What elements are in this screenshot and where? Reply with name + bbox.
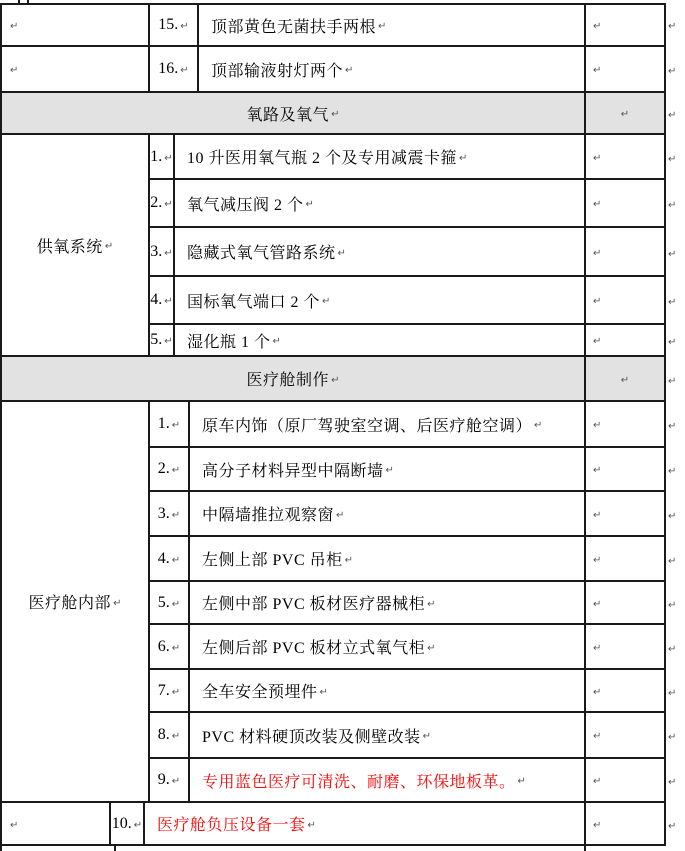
check-cell — [586, 93, 666, 135]
table-row — [150, 325, 685, 357]
check-cell — [586, 625, 666, 670]
pilcrow-mark: ↵ — [534, 420, 543, 431]
item-number: 4. — [150, 291, 163, 308]
pilcrow-mark: ↵ — [668, 643, 677, 655]
item-number: 3. — [157, 504, 170, 522]
row-end-mark — [666, 277, 685, 325]
check-cell — [586, 759, 666, 803]
category-cell — [0, 47, 150, 93]
item-number: 4. — [157, 549, 170, 567]
pilcrow-mark: ↵ — [593, 21, 602, 32]
pilcrow-mark: ↵ — [307, 819, 316, 831]
pilcrow-mark: ↵ — [171, 731, 181, 742]
check-cell — [586, 670, 666, 713]
item-number: 7. — [157, 681, 170, 699]
pilcrow-mark: ↵ — [593, 642, 602, 654]
pilcrow-mark: ↵ — [113, 597, 122, 609]
number-cell — [150, 402, 190, 448]
pilcrow-mark: ↵ — [272, 336, 281, 347]
number-cell — [111, 803, 145, 846]
pilcrow-mark: ↵ — [668, 248, 677, 260]
pilcrow-mark: ↵ — [331, 109, 340, 120]
category-label: 供氧系统 — [36, 238, 103, 256]
row-end-mark — [666, 803, 685, 846]
check-cell — [586, 277, 666, 325]
pilcrow-mark: ↵ — [593, 336, 602, 347]
row-end-mark — [666, 582, 685, 625]
item-description: 隐藏式氧气管路系统 — [187, 245, 336, 262]
table-row — [150, 582, 685, 625]
pilcrow-mark: ↵ — [668, 687, 677, 699]
pilcrow-mark: ↵ — [305, 199, 314, 210]
table-row — [150, 670, 685, 713]
number-cell — [150, 325, 175, 357]
item-description: 左侧中部 PVC 板材医疗器械柜 — [202, 596, 426, 613]
pilcrow-mark: ↵ — [171, 686, 181, 698]
section-header-row — [0, 93, 685, 135]
section-rows — [150, 135, 685, 357]
description-cell — [190, 759, 586, 803]
item-number: 8. — [157, 726, 170, 743]
table-row — [150, 402, 685, 448]
row-end-mark — [666, 759, 685, 803]
description-cell — [116, 846, 586, 851]
table-row — [150, 135, 685, 180]
section-oxygen-supply — [0, 135, 685, 357]
item-number: 1. — [157, 415, 170, 432]
number-cell — [150, 448, 190, 492]
pilcrow-mark: ↵ — [164, 199, 173, 210]
pilcrow-mark: ↵ — [171, 420, 181, 431]
pilcrow-mark: ↵ — [171, 598, 181, 610]
item-number: 5. — [157, 593, 170, 611]
pilcrow-mark: ↵ — [668, 375, 677, 387]
number-cell — [150, 759, 190, 803]
item-description: 国标氧气端口 2 个 — [187, 293, 321, 311]
section-header-title: 医疗舱制作 — [246, 372, 330, 389]
pilcrow-mark: ↵ — [171, 509, 181, 521]
table-row — [150, 448, 685, 492]
description-cell — [175, 277, 586, 325]
equipment-table — [0, 3, 685, 851]
pilcrow-mark: ↵ — [668, 599, 677, 611]
table-row — [150, 713, 685, 759]
pilcrow-mark: ↵ — [620, 109, 630, 120]
section-header-title: 氧路及氧气 — [246, 106, 330, 124]
pilcrow-mark: ↵ — [180, 65, 189, 76]
pilcrow-mark: ↵ — [322, 296, 331, 307]
pilcrow-mark: ↵ — [336, 509, 345, 521]
pilcrow-mark: ↵ — [593, 465, 602, 476]
pilcrow-mark: ↵ — [331, 374, 340, 386]
description-cell — [190, 713, 586, 759]
item-description: 左侧上部 PVC 吊柜 — [202, 552, 343, 569]
item-number: 15. — [158, 16, 179, 33]
table-row — [0, 803, 685, 846]
category-cell — [0, 135, 150, 357]
item-description: 顶部黄色无菌扶手两根 — [211, 18, 377, 36]
table-row — [150, 759, 685, 803]
check-cell — [586, 47, 666, 93]
pilcrow-mark: ↵ — [422, 731, 432, 742]
table-row — [150, 180, 685, 228]
pilcrow-mark: ↵ — [668, 421, 677, 432]
row-end-mark — [666, 228, 685, 277]
pilcrow-mark: ↵ — [10, 819, 19, 831]
pilcrow-mark: ↵ — [668, 200, 677, 211]
row-end-mark — [666, 448, 685, 492]
pilcrow-mark: ↵ — [593, 199, 602, 210]
pilcrow-mark: ↵ — [668, 153, 677, 165]
pilcrow-mark: ↵ — [345, 65, 354, 76]
item-description: 医疗舱负压设备一套 — [157, 817, 306, 834]
pilcrow-mark: ↵ — [668, 466, 677, 477]
item-description: 湿化瓶 1 个 — [187, 333, 271, 351]
item-description: 全车安全预埋件 — [202, 684, 318, 701]
item-description: 专用蓝色医疗可清洗、耐磨、环保地板革。 — [202, 773, 516, 791]
pilcrow-mark: ↵ — [10, 65, 19, 76]
item-description: 高分子材料异型中隔断墙 — [202, 462, 384, 480]
pilcrow-mark: ↵ — [319, 686, 328, 698]
number-cell — [150, 228, 175, 277]
table-row — [150, 277, 685, 325]
section-medical-cabin — [0, 402, 685, 803]
row-end-mark — [666, 492, 685, 537]
number-cell — [150, 47, 199, 93]
section-header-row — [0, 357, 685, 402]
item-number: 6. — [157, 637, 170, 655]
number-cell — [150, 3, 199, 47]
check-cell — [586, 357, 666, 402]
pilcrow-mark: ↵ — [10, 21, 19, 32]
description-cell — [190, 582, 586, 625]
item-description: 原车内饰（原厂驾驶室空调、后医疗舱空调） — [202, 417, 533, 435]
number-cell — [150, 492, 190, 537]
check-cell — [586, 228, 666, 277]
pilcrow-mark: ↵ — [593, 509, 602, 521]
table-row — [150, 537, 685, 582]
pilcrow-mark: ↵ — [593, 420, 602, 431]
table-row — [150, 625, 685, 670]
description-cell — [190, 625, 586, 670]
category-cell — [0, 402, 150, 803]
pilcrow-mark: ↵ — [593, 296, 602, 307]
pilcrow-mark: ↵ — [668, 110, 677, 121]
category-cell — [0, 846, 116, 851]
check-cell — [586, 180, 666, 228]
description-cell — [175, 180, 586, 228]
pilcrow-mark: ↵ — [668, 777, 677, 788]
item-number: 16. — [158, 60, 179, 77]
row-end-mark — [666, 3, 685, 47]
pilcrow-mark: ↵ — [668, 66, 677, 77]
pilcrow-mark: ↵ — [180, 21, 189, 32]
pilcrow-mark: ↵ — [668, 820, 677, 832]
pilcrow-mark: ↵ — [427, 598, 436, 610]
item-description: 10 升医用氧气瓶 2 个及专用减震卡箍 — [187, 150, 458, 167]
pilcrow-mark: ↵ — [593, 686, 602, 698]
section-rows — [150, 402, 685, 803]
pilcrow-mark: ↵ — [668, 510, 677, 522]
pilcrow-mark: ↵ — [164, 152, 173, 164]
pilcrow-mark: ↵ — [593, 247, 602, 259]
pilcrow-mark: ↵ — [171, 642, 181, 654]
item-number: 2. — [150, 194, 163, 211]
item-description: 氧气减压阀 2 个 — [187, 196, 304, 214]
pilcrow-mark: ↵ — [593, 819, 602, 831]
pilcrow-mark: ↵ — [593, 152, 602, 164]
pilcrow-mark: ↵ — [668, 337, 677, 348]
row-end-mark — [666, 135, 685, 180]
description-cell — [190, 492, 586, 537]
row-end-mark — [666, 93, 685, 135]
category-cell — [0, 803, 111, 846]
pilcrow-mark: ↵ — [459, 152, 468, 164]
item-number: 10. — [111, 814, 132, 832]
section-header-cell — [0, 93, 586, 135]
pilcrow-mark: ↵ — [164, 336, 173, 347]
item-description: PVC 材料硬顶改装及侧壁改装 — [202, 728, 421, 746]
description-cell — [199, 3, 586, 47]
pilcrow-mark: ↵ — [593, 776, 602, 787]
table-row — [0, 3, 685, 47]
number-cell — [150, 537, 190, 582]
description-cell — [190, 402, 586, 448]
item-number: 9. — [157, 771, 170, 788]
check-cell — [586, 448, 666, 492]
pilcrow-mark: ↵ — [171, 776, 181, 787]
cutoff-next-row — [0, 846, 685, 851]
row-end-mark — [666, 713, 685, 759]
number-cell — [150, 582, 190, 625]
pilcrow-mark: ↵ — [133, 819, 143, 831]
description-cell — [190, 537, 586, 582]
item-number: 3. — [150, 242, 163, 260]
number-cell — [150, 713, 190, 759]
row-end-mark — [666, 47, 685, 93]
check-cell — [586, 402, 666, 448]
description-cell — [175, 135, 586, 180]
pilcrow-mark: ↵ — [337, 247, 346, 259]
check-cell — [586, 582, 666, 625]
pilcrow-mark: ↵ — [344, 554, 354, 566]
row-end-mark — [666, 180, 685, 228]
number-cell — [150, 625, 190, 670]
row-end-mark — [666, 357, 685, 402]
pilcrow-mark: ↵ — [104, 241, 114, 252]
item-description: 顶部输液射灯两个 — [211, 62, 344, 80]
pilcrow-mark: ↵ — [593, 554, 602, 566]
number-cell — [150, 670, 190, 713]
pilcrow-mark: ↵ — [668, 21, 677, 32]
row-end-mark — [666, 537, 685, 582]
description-cell — [199, 47, 586, 93]
section-header-cell — [0, 357, 586, 402]
check-cell — [586, 135, 666, 180]
check-cell — [586, 492, 666, 537]
row-end-mark — [666, 402, 685, 448]
pilcrow-mark: ↵ — [668, 732, 677, 743]
check-cell — [586, 325, 666, 357]
row-end-mark — [666, 325, 685, 357]
pilcrow-mark: ↵ — [385, 465, 394, 476]
table-row — [0, 47, 685, 93]
pilcrow-mark: ↵ — [593, 731, 602, 742]
description-cell — [190, 670, 586, 713]
pilcrow-mark: ↵ — [427, 642, 436, 654]
number-cell — [150, 277, 175, 325]
pilcrow-mark: ↵ — [593, 65, 602, 76]
pilcrow-mark: ↵ — [171, 465, 181, 476]
pilcrow-mark: ↵ — [517, 776, 526, 787]
check-cell — [586, 3, 666, 47]
pilcrow-mark: ↵ — [164, 247, 173, 259]
table-row — [150, 228, 685, 277]
item-number: 1. — [150, 147, 163, 165]
item-description: 左侧后部 PVC 板材立式氧气柜 — [202, 640, 426, 657]
pilcrow-mark: ↵ — [668, 555, 677, 567]
category-cell — [0, 3, 150, 47]
pilcrow-mark: ↵ — [620, 374, 630, 386]
category-label: 医疗舱内部 — [28, 595, 112, 612]
check-cell — [586, 803, 666, 846]
item-number: 5. — [150, 331, 163, 348]
pilcrow-mark: ↵ — [593, 598, 602, 610]
pilcrow-mark: ↵ — [171, 554, 181, 566]
item-description: 中隔墙推拉观察窗 — [202, 507, 335, 524]
number-cell — [150, 180, 175, 228]
pilcrow-mark: ↵ — [164, 296, 173, 307]
description-cell — [145, 803, 586, 846]
row-end-mark — [666, 670, 685, 713]
table-row — [150, 492, 685, 537]
check-cell — [586, 537, 666, 582]
description-cell — [190, 448, 586, 492]
pilcrow-mark: ↵ — [668, 297, 677, 308]
number-cell — [150, 135, 175, 180]
pilcrow-mark: ↵ — [378, 21, 387, 32]
description-cell — [175, 228, 586, 277]
row-end-mark — [666, 625, 685, 670]
description-cell — [175, 325, 586, 357]
check-cell — [586, 713, 666, 759]
item-number: 2. — [157, 460, 170, 477]
